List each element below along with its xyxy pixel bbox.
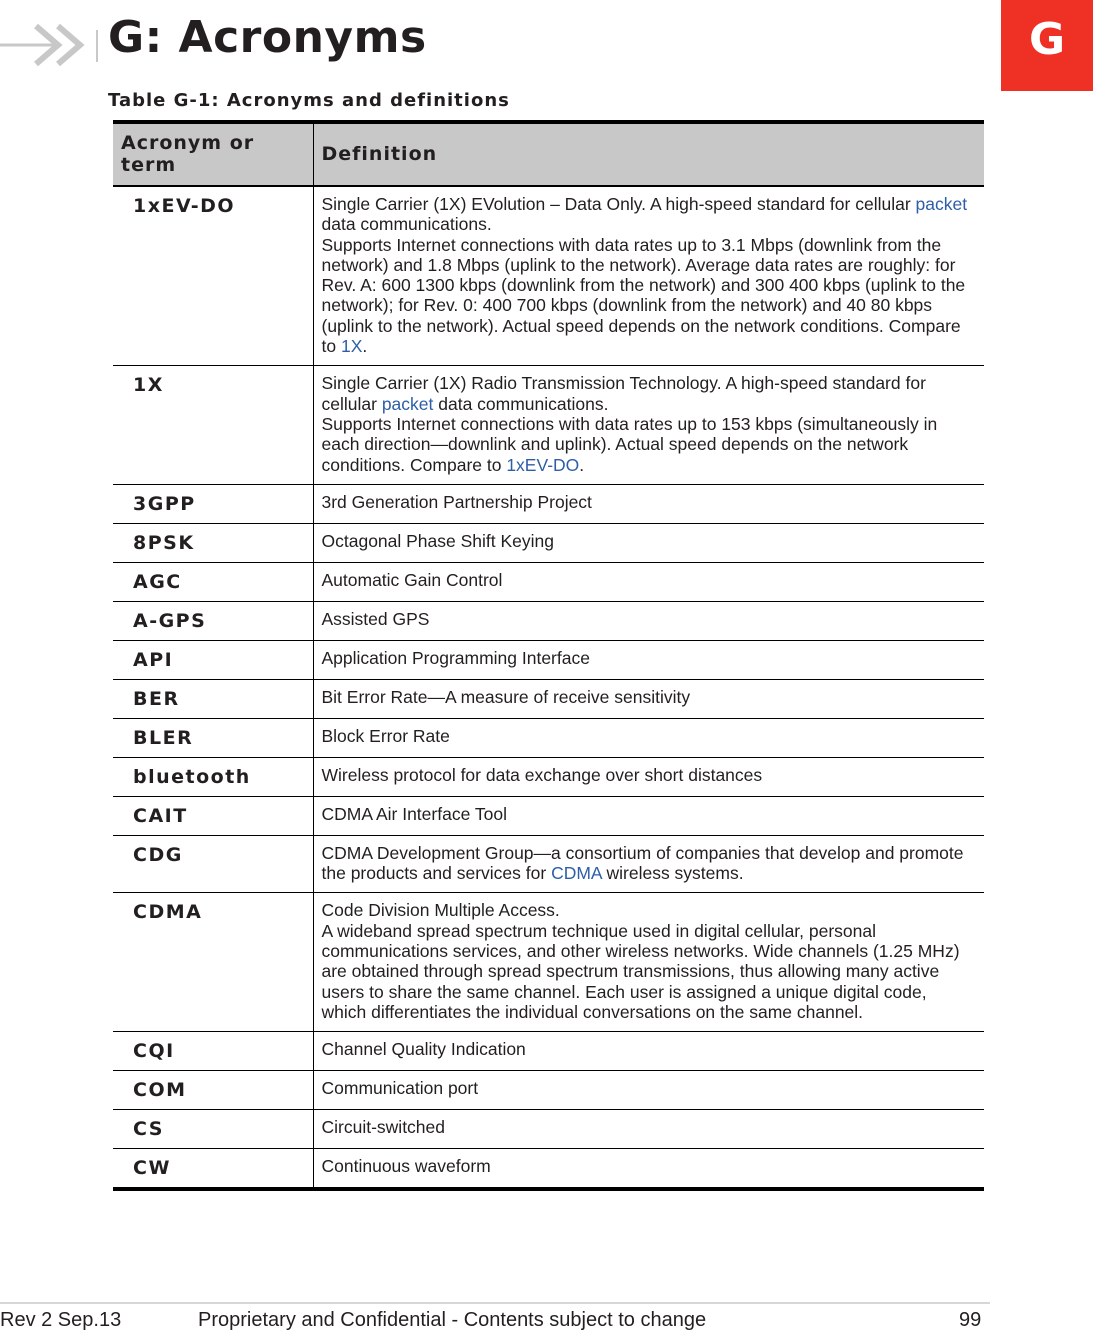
- acronym-definition: [313, 835, 984, 893]
- definition-text: A wideband spread spectrum technique used in digital cellular, personal communications services, and other wireless networks. Wide channels (1.25 MHz) are obtained through spread spectrum transmissions, thus allowing many active users to share the same channel. Each user is assigned a unique digital code, which differentiates the individual conversations on the same channel.: [321, 920, 960, 1022]
- cross-reference-link[interactable]: packet: [915, 194, 968, 214]
- definition-text: .: [579, 454, 585, 475]
- column-header-definition: Definition: [313, 122, 984, 186]
- table-row: [113, 1149, 984, 1190]
- acronym-definition: [313, 1149, 984, 1190]
- definition-text: Supports Internet connections with data rates up to 3.1 Mbps (downlink from the network) and 1.8 Mbps (uplink to the network). Average data rates are roughly: for Rev. A: 600 1300 kbps (downlink from the network) and 300 400 kbps (uplink to the network); for Rev. 0: 400 700 kbps (downlink from the network) and 40 80 kbps (uplink to the network). Actual speed depends on the network conditions. Compare to: [321, 234, 966, 357]
- table-row: [113, 893, 984, 1032]
- acronym-term: 8PSK: [113, 523, 313, 562]
- definition-paragraph: [322, 804, 975, 824]
- acronym-term: bluetooth: [113, 757, 313, 796]
- definition-text: Octagonal Phase Shift Keying: [321, 530, 555, 551]
- table-header-row: [113, 122, 984, 186]
- page-number: 99: [959, 1309, 982, 1331]
- acronym-definition: [313, 523, 984, 562]
- footer-notice: Proprietary and Confidential - Contents subject to change: [198, 1309, 707, 1331]
- definition-paragraph: [322, 1156, 975, 1176]
- acronym-term: CAIT: [113, 796, 313, 835]
- table-row: [113, 484, 984, 523]
- definition-text: .: [362, 336, 368, 357]
- definition-paragraph: [322, 1117, 975, 1137]
- definition-paragraph: [322, 531, 975, 551]
- acronym-definition: [313, 601, 984, 640]
- definition-paragraph: [322, 921, 975, 1022]
- definition-text: Block Error Rate: [321, 725, 450, 746]
- acronym-definition: [313, 893, 984, 1032]
- acronym-definition: [313, 718, 984, 757]
- table-row: [113, 186, 984, 366]
- column-header-term: Acronym or term: [113, 122, 313, 186]
- definition-text: CDMA Air Interface Tool: [321, 803, 507, 824]
- acronym-definition: [313, 366, 984, 484]
- table-row: [113, 718, 984, 757]
- table-row: [113, 757, 984, 796]
- table-row: [113, 835, 984, 893]
- definition-paragraph: [322, 648, 975, 668]
- acronym-term: CS: [113, 1110, 313, 1149]
- acronym-term: COM: [113, 1071, 313, 1110]
- acronyms-table: [113, 120, 984, 1191]
- table-row: [113, 796, 984, 835]
- definition-text: Continuous waveform: [321, 1156, 491, 1177]
- cross-reference-link[interactable]: 1xEV-DO: [506, 454, 580, 475]
- definition-paragraph: [322, 687, 975, 707]
- footer-revision: Rev 2 Sep.13: [0, 1309, 122, 1331]
- table-row: [113, 1071, 984, 1110]
- table-row: [113, 640, 984, 679]
- acronym-definition: [313, 679, 984, 718]
- acronym-term: AGC: [113, 562, 313, 601]
- table-row: [113, 562, 984, 601]
- definition-text: Channel Quality Indication: [321, 1039, 526, 1060]
- acronym-term: BER: [113, 679, 313, 718]
- acronym-definition: [313, 640, 984, 679]
- definition-paragraph: [322, 843, 975, 884]
- table-body: [113, 186, 984, 1189]
- definition-text: data communications.: [433, 393, 609, 414]
- definition-text: Communication port: [321, 1078, 479, 1099]
- acronym-definition: [313, 562, 984, 601]
- definition-paragraph: [322, 235, 975, 357]
- acronym-definition: [313, 1071, 984, 1110]
- definition-paragraph: [322, 1078, 975, 1098]
- definition-paragraph: [322, 1039, 975, 1059]
- cross-reference-link[interactable]: CDMA: [551, 863, 602, 884]
- definition-paragraph: [322, 726, 975, 746]
- acronym-term: CDMA: [113, 893, 313, 1032]
- table-row: [113, 601, 984, 640]
- definition-text: Bit Error Rate—A measure of receive sensitivity: [321, 686, 691, 707]
- acronym-term: 1X: [113, 366, 313, 484]
- definition-text: Single Carrier (1X) Radio Transmission Technology. A high-speed standard for cellular: [321, 373, 926, 414]
- definition-paragraph: [322, 609, 975, 629]
- definition-text: wireless systems.: [601, 863, 744, 884]
- definition-text: Supports Internet connections with data rates up to 153 kbps (simultaneously in each direction—downlink and uplink). Actual speed depends on the network conditions. Compare to: [321, 413, 938, 475]
- definition-text: Circuit-switched: [321, 1117, 445, 1138]
- definition-text: Single Carrier (1X) EVolution – Data Only. A high-speed standard for cellular: [321, 194, 916, 214]
- footer-divider: [0, 1302, 990, 1304]
- acronym-definition: [313, 186, 984, 366]
- definition-paragraph: [322, 765, 975, 785]
- definition-paragraph: [322, 900, 975, 920]
- acronym-term: 3GPP: [113, 484, 313, 523]
- definition-text: CDMA Development Group—a consortium of companies that develop and promote the products and services for: [321, 842, 964, 884]
- acronym-definition: [313, 1110, 984, 1149]
- definition-text: Code Division Multiple Access.: [321, 900, 560, 921]
- acronym-definition: [313, 1032, 984, 1071]
- acronym-term: CQI: [113, 1032, 313, 1071]
- table-caption: Table G-1: Acronyms and definitions: [108, 90, 510, 111]
- chevron-arrows-icon: [0, 20, 100, 70]
- acronym-term: CW: [113, 1149, 313, 1190]
- acronym-definition: [313, 484, 984, 523]
- definition-paragraph: [322, 194, 975, 235]
- table-row: [113, 366, 984, 484]
- acronym-term: BLER: [113, 718, 313, 757]
- definition-text: Application Programming Interface: [321, 647, 590, 668]
- table-row: [113, 523, 984, 562]
- acronym-definition: [313, 757, 984, 796]
- acronym-term: CDG: [113, 835, 313, 893]
- definition-paragraph: [322, 373, 975, 414]
- cross-reference-link[interactable]: packet: [381, 393, 434, 414]
- acronym-term: 1xEV-DO: [113, 186, 313, 366]
- chapter-tab: G: [1001, 0, 1093, 91]
- acronym-definition: [313, 796, 984, 835]
- definition-text: data communications.: [321, 214, 492, 235]
- definition-paragraph: [322, 570, 975, 590]
- definition-text: Wireless protocol for data exchange over short distances: [321, 764, 763, 785]
- cross-reference-link[interactable]: 1X: [340, 336, 363, 357]
- acronym-term: A-GPS: [113, 601, 313, 640]
- table-row: [113, 679, 984, 718]
- chapter-title: G: Acronyms: [108, 12, 427, 63]
- definition-text: 3rd Generation Partnership Project: [321, 491, 592, 512]
- definition-paragraph: [322, 414, 975, 475]
- table-row: [113, 1110, 984, 1149]
- table-row: [113, 1032, 984, 1071]
- definition-text: Assisted GPS: [321, 608, 430, 629]
- acronym-term: API: [113, 640, 313, 679]
- definition-text: Automatic Gain Control: [321, 569, 503, 590]
- definition-paragraph: [322, 492, 975, 512]
